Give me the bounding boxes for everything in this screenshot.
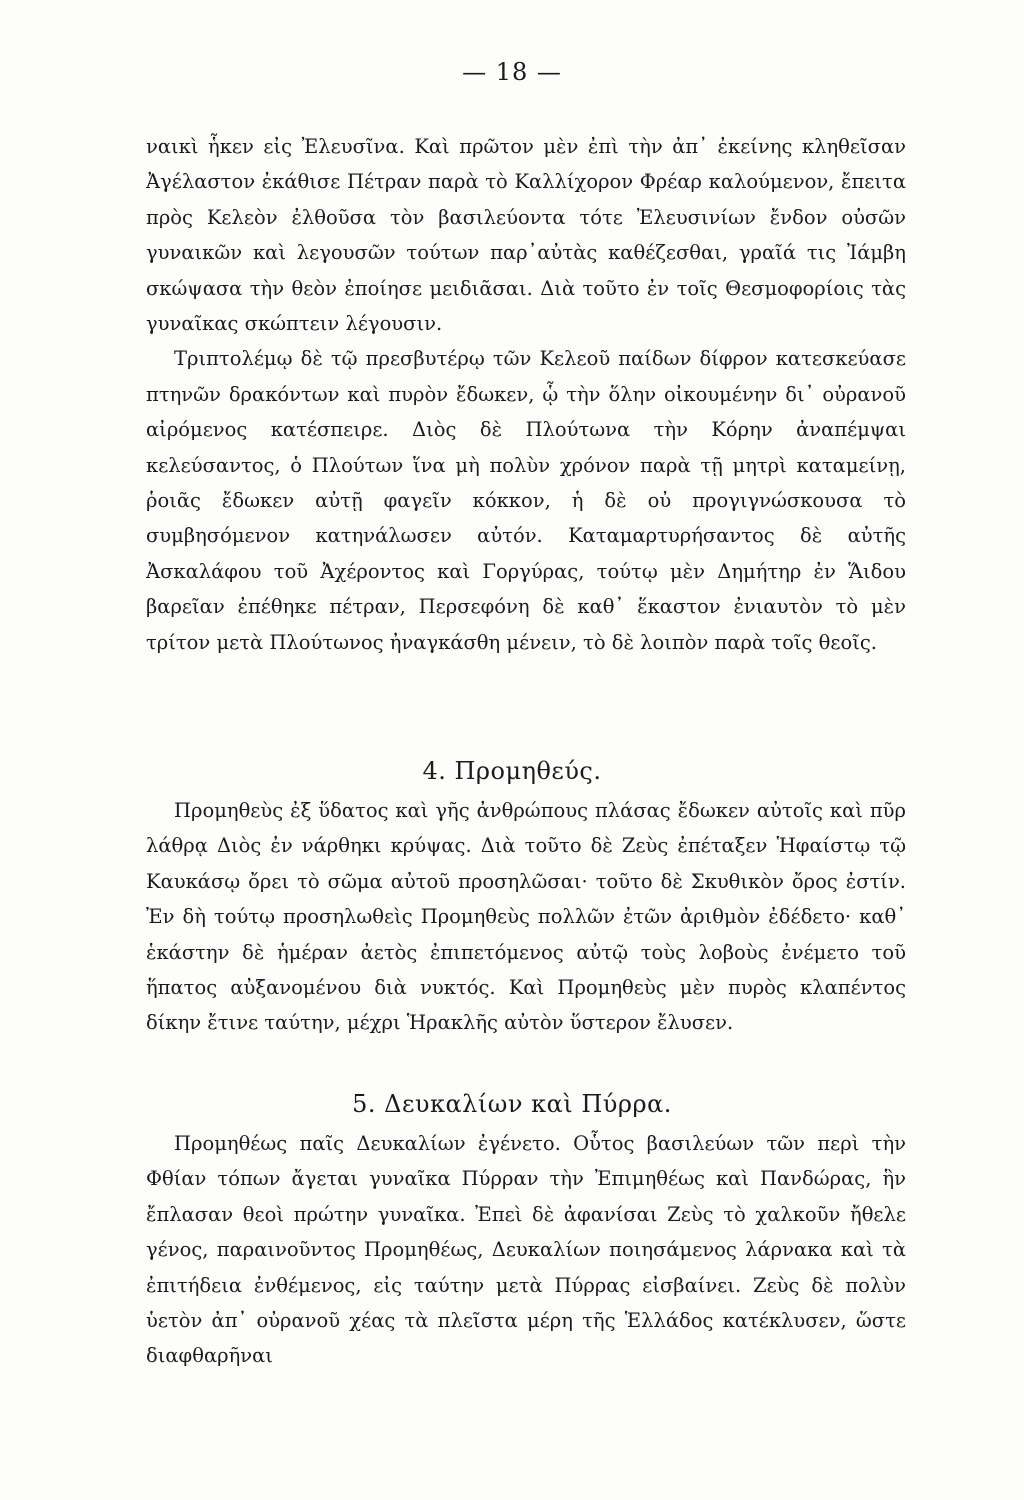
paragraph: Προμηθέως παῖς Δευκαλίων ἐγένετο. Οὗτος βασιλεύων τῶν περὶ τὴν Φθίαν τόπων ἄγεται γυναῖκα Πύρραν τὴν Ἐπιμηθέως καὶ Πανδώρας, ἣν ἔπλασαν θεοὶ πρώτην γυναῖκα. Ἐπεὶ δὲ ἀφανίσαι Ζεὺς τὸ χαλκοῦν ἤθελε γένος, παραινοῦντος Προμηθέως, Δευκαλίων ποιησάμενος λάρνακα καὶ τὰ ἐπιτήδεια ἐνθέμενος, εἰς ταύτην μετὰ Πύρρας εἰσβαίνει. Ζεὺς δὲ πολὺν ὑετὸν ἀπ᾽ οὐρανοῦ χέας τὰ πλεῖστα μέρη τῆς Ἑλλάδος κατέκλυσεν, ὥστε διαφθαρῆναι (146, 1132, 906, 1368)
section-heading-deucalion-pyrrha: 5. Δευκαλίων καὶ Πύρρα. (352, 1090, 672, 1118)
section-demeter-continuation (146, 129, 906, 660)
paragraph: Προμηθεὺς ἐξ ὕδατος καὶ γῆς ἀνθρώπους πλάσας ἔδωκεν αὐτοῖς καὶ πῦρ λάθρᾳ Διὸς ἐν νάρθηκι κρύψας. Διὰ τοῦτο δὲ Ζεὺς ἐπέταξεν Ἡφαίστῳ τῷ Καυκάσῳ ὄρει τὸ σῶμα αὐτοῦ προσηλῶσαι· τοῦτο δὲ Σκυθικὸν ὄρος ἐστίν. Ἐν δὴ τούτῳ προσηλωθεὶς Προμηθεὺς πολλῶν ἐτῶν ἀριθμὸν ἐδέδετο· καθ᾽ ἑκάστην δὲ ἡμέραν ἀετὸς ἐπιπετόμενος αὐτῷ τοὺς λοβοὺς ἐνέμετο τοῦ ἥπατος αὐξανομένου διὰ νυκτός. Καὶ Προμηθεὺς μὲν πυρὸς κλαπέντος δίκην ἔτινε ταύτην, μέχρι Ἡρακλῆς αὐτὸν ὕστερον ἔλυσεν. (146, 799, 906, 1035)
section-heading-prometheus: 4. Προμηθεύς. (422, 757, 602, 785)
paragraph: Τριπτολέμῳ δὲ τῷ πρεσβυτέρῳ τῶν Κελεοῦ παίδων δίφρον κατεσκεύασε πτηνῶν δρακόντων καὶ πυρὸν ἔδωκεν, ᾧ τὴν ὅλην οἰκουμένην δι᾽ οὐρανοῦ αἰρόμενος κατέσπειρε. Διὸς δὲ Πλούτωνα τὴν Κόρην ἀναπέμψαι κελεύσαντος, ὁ Πλούτων ἵνα μὴ πολὺν χρόνον παρὰ τῇ μητρὶ καταμείνῃ, ῥοιᾶς ἔδωκεν αὐτῇ φαγεῖν κόκκον, ἡ δὲ οὐ προγιγνώσκουσα τὸ συμβησόμενον κατηνάλωσεν αὐτόν. Καταμαρτυρήσαντος δὲ αὐτῆς Ἀσκαλάφου τοῦ Ἀχέροντος καὶ Γοργύρας, τούτῳ μὲν Δημήτηρ ἐν Ἅιδου βαρεῖαν ἐπέθηκε πέτραν, Περσεφόνη δὲ καθ᾽ ἕκαστον ἐνιαυτὸν τὸ μὲν τρίτον μετὰ Πλούτωνος ἠναγκάσθη μένειν, τὸ δὲ λοιπὸν παρὰ τοῖς θεοῖς. (146, 347, 906, 654)
page-number: — 18 — (462, 58, 562, 86)
section-deucalion-pyrrha (146, 1126, 906, 1374)
section-prometheus (146, 793, 906, 1041)
paragraph: ναικὶ ἧκεν εἰς Ἐλευσῖνα. Καὶ πρῶτον μὲν ἐπὶ τὴν ἀπ᾽ ἐκείνης κληθεῖσαν Ἀγέλαστον ἐκάθισε Πέτραν παρὰ τὸ Καλλίχορον Φρέαρ καλούμενον, ἔπειτα πρὸς Κελεὸν ἐλθοῦσα τὸν βασιλεύοντα τότε Ἐλευσινίων ἔνδον οὐσῶν γυναικῶν καὶ λεγουσῶν τούτων παρ᾽αὐτὰς καθέζεσθαι, γραῖά τις Ἰάμβη σκώψασα τὴν θεὸν ἐποίησε μειδιᾶσαι. Διὰ τοῦτο ἐν τοῖς Θεσμοφορίοις τὰς γυναῖκας σκώπτειν λέγουσιν. (146, 135, 906, 336)
